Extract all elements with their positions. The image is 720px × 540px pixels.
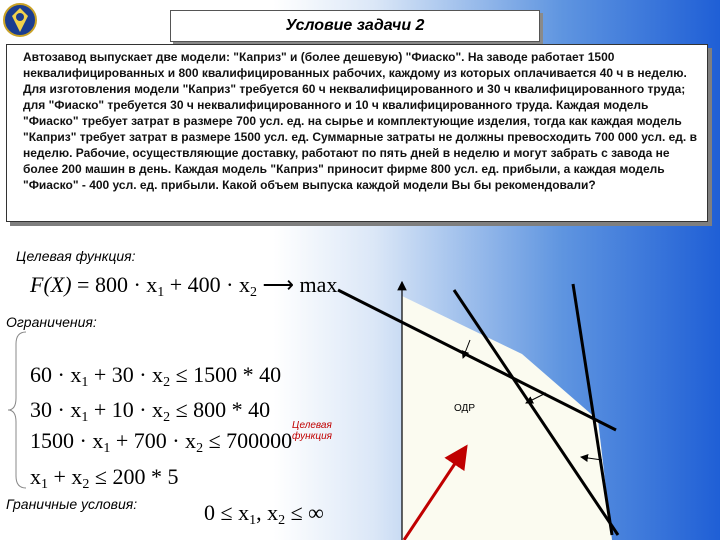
bounds-label: Граничные условия: [6, 496, 138, 512]
objective-arrow: ⟶ [257, 272, 300, 297]
constraint-costs: $1500 \cdot x_1 + 700 \cdot x_2 \le 700000$ [30, 428, 293, 456]
objective-term-2: + 400 · x [164, 272, 250, 297]
objective-term-1: = 800 · x [71, 272, 158, 297]
constraint-skilled-labor: $30 \cdot x_1 + 10 \cdot x_2 \le 800 * 40$ [30, 397, 271, 425]
slide-title: Условие задачи 2 [170, 10, 540, 42]
objective-lhs: F(X) [30, 272, 72, 297]
problem-statement: Автозавод выпускает две модели: "Каприз" и (более дешевую) "Фиаско". На заводе работает 1500 неквалифицированных и 800 квалифицированных рабочих, каждому из которых оплачивается 40 ч в неделю. Для изготовления модели "Каприз" требуется 60 ч неквалифицированного и 30 ч квалифицированного труда; для "Фиаско" требуется 30 ч неквалифицированного и 10 ч квалифицированного труда. Каждая модель "Фиаско" требует затрат в размере 700 усл. ед. на сырье и комплектующие изделия, тогда как каждая модель "Каприз" требует затрат в размере 1500 усл. ед. Суммарные затраты не должны превосходить 700 000 усл. ед. в неделю. Рабочие, осуществляющие доставку, работают по пять дней в неделю и могут забрать с завода не более 200 машин в день. Каждая модель "Каприз" приносит фирме 800 усл. ед. прибыли, а каждая модель "Фиаско" - 400 усл. ед. прибыли. Какой объем выпуска каждой модели Вы бы рекомендовали? [6, 44, 708, 222]
feasible-region-label: ОДР [454, 403, 476, 414]
constraints-label: Ограничения: [6, 314, 97, 330]
target-line-label: Целевая функция [292, 420, 332, 442]
constraint-delivery: $x_1 + x_2 \le 200 * 5$ [30, 464, 179, 492]
objective-sub-2: 2 [250, 285, 257, 300]
constraint-unskilled-labor: $60 \cdot x_1 + 30 \cdot x_2 \le 1500 * 40$ [30, 362, 282, 390]
objective-label: Целевая функция: [16, 248, 136, 264]
bounds-formula: $0 \le x_1$, $x_2$ ≤ ∞ [204, 500, 324, 528]
objective-goal: max [299, 272, 338, 297]
objective-sub-1: 1 [157, 285, 165, 300]
